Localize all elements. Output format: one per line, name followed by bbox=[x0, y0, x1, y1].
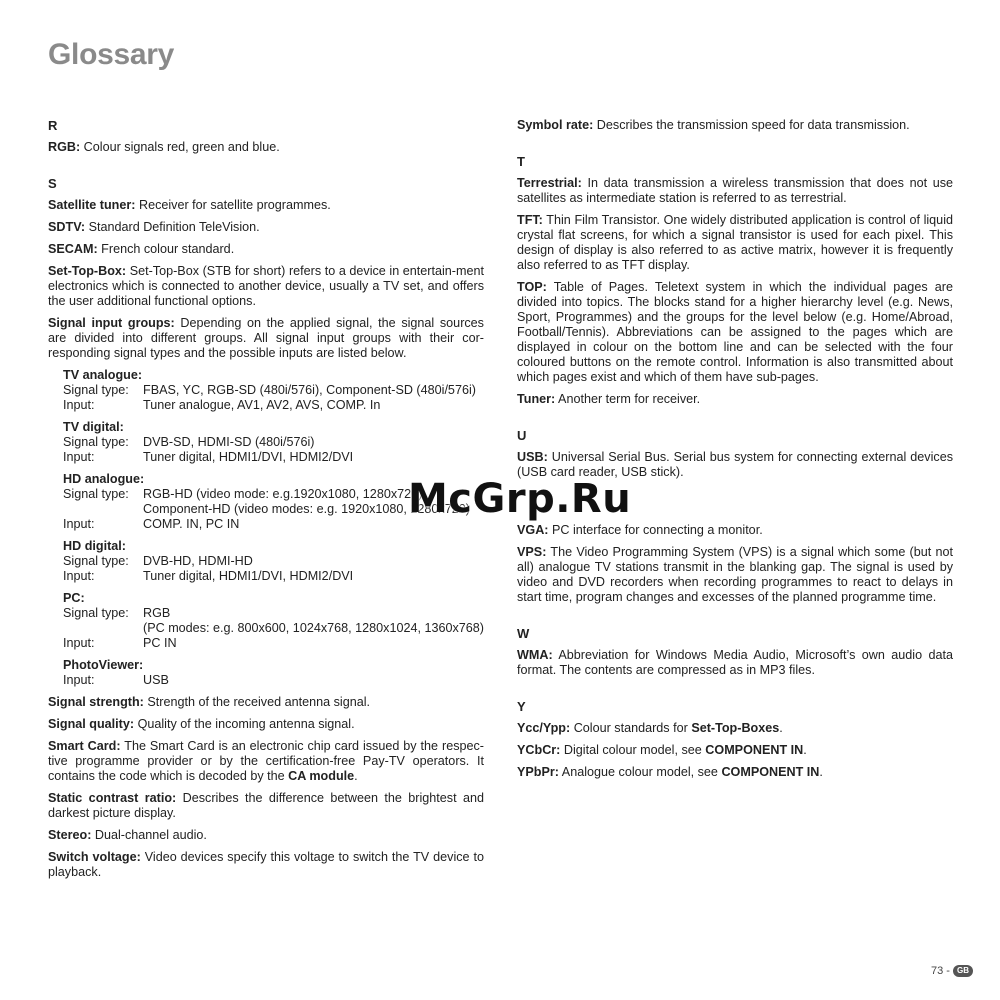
cross-reference: Set-Top-Boxes bbox=[691, 721, 780, 735]
entry-satellite-tuner bbox=[48, 198, 484, 213]
cross-reference: CA module bbox=[288, 769, 355, 783]
group-title: TV analogue: bbox=[63, 368, 143, 382]
entry-rgb bbox=[48, 140, 484, 155]
definition: Another term for receiver. bbox=[555, 392, 701, 406]
watermark: McGrp.Ru bbox=[408, 476, 632, 522]
signal-type-label: Signal type: bbox=[63, 383, 129, 397]
term: Smart Card: bbox=[48, 739, 121, 753]
signal-type-label: Signal type: bbox=[63, 487, 129, 501]
definition: Standard Definition TeleVision. bbox=[85, 220, 260, 234]
definition: Table of Pages. Teletext system in which the individual pages are divided into topics. The blocks stand for a higher hierarchy level (e.g. News, Sport, Programmes) and the groups for the level below (e.g. Home/Abroad, Football/Tennis). Abbreviations can be assigned to the pages which are displayed in colour on the bottom line and can be selected with the four coloured buttons on the remote control. Information is also transmitted about which pages exist and which of them have sub-pages. bbox=[517, 280, 953, 384]
definition: Thin Film Transistor. One widely distributed application is control of liquid crystal flat screens, for which a signal transistor is used for each pixel. This design of display is also referred to as active matrix, however it is frequently also referred to as TFT display. bbox=[517, 213, 953, 272]
group-title: HD analogue: bbox=[63, 472, 145, 486]
definition: French colour standard. bbox=[97, 242, 235, 256]
group-title: PC: bbox=[63, 591, 85, 605]
group-title: HD digital: bbox=[63, 539, 126, 553]
term: WMA: bbox=[517, 648, 553, 662]
entry-switch-voltage bbox=[48, 850, 484, 880]
definition: Colour standards for bbox=[570, 721, 692, 735]
entry-ycc-ypp bbox=[517, 721, 953, 736]
definition: PC interface for connecting a monitor. bbox=[548, 523, 763, 537]
entry-vga bbox=[517, 523, 953, 538]
entry-sdtv bbox=[48, 220, 484, 235]
section-letter-s: S bbox=[48, 176, 57, 191]
language-badge: GB bbox=[953, 965, 973, 977]
entry-signal-strength bbox=[48, 695, 484, 710]
definition: Depending on the applied signal, the signal sources are divided into different groups. All signal input groups with their cor-responding signal types and the possible inputs are listed below. bbox=[48, 316, 484, 360]
group-title: TV digital: bbox=[63, 420, 124, 434]
page-title: Glossary bbox=[48, 38, 175, 71]
entry-signal-input-groups bbox=[48, 316, 484, 361]
definition: In data transmission a wireless transmission that does not use satellites as intermediate station is referred to as terrestrial. bbox=[517, 176, 953, 205]
entry-tft bbox=[517, 213, 953, 273]
punctuation: . bbox=[803, 743, 807, 757]
definition: Analogue colour model, see bbox=[559, 765, 722, 779]
group-hd-digital bbox=[63, 539, 484, 584]
definition: The Video Programming System (VPS) is a signal which some (but not all) analogue TV stations transmit in the blanking gap. The signal is used by video and DVD recorders when recording programmes to react to delays in start time, program changes and excesses of the planned programme time. bbox=[517, 545, 953, 604]
section-letter-y: Y bbox=[517, 699, 526, 714]
input-label: Input: bbox=[63, 398, 95, 412]
input-value: Tuner analogue, AV1, AV2, AVS, COMP. In bbox=[143, 398, 381, 412]
entry-symbol-rate bbox=[517, 118, 953, 133]
page-footer bbox=[931, 965, 973, 977]
term: Terrestrial: bbox=[517, 176, 582, 190]
definition: Receiver for satellite programmes. bbox=[135, 198, 331, 212]
signal-type-value: FBAS, YC, RGB-SD (480i/576i), Component-SD (480i/576i) bbox=[143, 383, 476, 397]
definition: Set-Top-Box (STB for short) refers to a device in entertain-ment electronics which is connected to another device, usually a TV set, and offers the user additional functional options. bbox=[48, 264, 484, 308]
signal-type-value-2: (PC modes: e.g. 800x600, 1024x768, 1280x1024, 1360x768) bbox=[143, 621, 484, 635]
entry-vps bbox=[517, 545, 953, 605]
term: SDTV: bbox=[48, 220, 86, 234]
term: RGB: bbox=[48, 140, 81, 154]
signal-type-value: RGB-HD (video mode: e.g.1920x1080, 1280x720), bbox=[143, 487, 426, 501]
term: YPbPr: bbox=[517, 765, 559, 779]
entry-terrestrial bbox=[517, 176, 953, 206]
signal-type-label: Signal type: bbox=[63, 606, 129, 620]
entry-wma bbox=[517, 648, 953, 678]
group-photoviewer bbox=[63, 658, 484, 688]
term: Stereo: bbox=[48, 828, 92, 842]
input-label: Input: bbox=[63, 450, 95, 464]
section-letter-t: T bbox=[517, 154, 525, 169]
term: USB: bbox=[517, 450, 548, 464]
section-letter-r: R bbox=[48, 118, 58, 133]
signal-type-value: RGB bbox=[143, 606, 171, 620]
punctuation: . bbox=[779, 721, 783, 735]
term: Tuner: bbox=[517, 392, 556, 406]
input-label: Input: bbox=[63, 636, 95, 650]
group-pc bbox=[63, 591, 484, 651]
term: VPS: bbox=[517, 545, 547, 559]
term: Switch voltage: bbox=[48, 850, 141, 864]
entry-ypbpr bbox=[517, 765, 953, 780]
term: Ycc/Ypp: bbox=[517, 721, 571, 735]
term: Signal quality: bbox=[48, 717, 135, 731]
definition: Strength of the received antenna signal. bbox=[143, 695, 370, 709]
group-title: PhotoViewer: bbox=[63, 658, 144, 672]
signal-type-label: Signal type: bbox=[63, 554, 129, 568]
signal-type-value-2: Component-HD (video modes: e.g. 1920x1080, 1280x720) bbox=[143, 502, 470, 516]
entry-tuner bbox=[517, 392, 953, 407]
term: SECAM: bbox=[48, 242, 98, 256]
signal-type-label: Signal type: bbox=[63, 435, 129, 449]
term: Signal strength: bbox=[48, 695, 144, 709]
punctuation: . bbox=[819, 765, 823, 779]
section-letter-w: W bbox=[517, 626, 530, 641]
term: Satellite tuner: bbox=[48, 198, 136, 212]
definition: Dual-channel audio. bbox=[91, 828, 207, 842]
entry-stereo bbox=[48, 828, 484, 843]
definition: Digital colour model, see bbox=[560, 743, 706, 757]
group-tv-digital bbox=[63, 420, 484, 465]
input-value: COMP. IN, PC IN bbox=[143, 517, 240, 531]
entry-static-contrast-ratio bbox=[48, 791, 484, 821]
punctuation: . bbox=[354, 769, 358, 783]
input-value: Tuner digital, HDMI1/DVI, HDMI2/DVI bbox=[143, 569, 354, 583]
input-value: PC IN bbox=[143, 636, 177, 650]
cross-reference: COMPONENT IN bbox=[721, 765, 820, 779]
input-value: Tuner digital, HDMI1/DVI, HDMI2/DVI bbox=[143, 450, 354, 464]
signal-type-value: DVB-HD, HDMI-HD bbox=[143, 554, 253, 568]
term: YCbCr: bbox=[517, 743, 561, 757]
input-label: Input: bbox=[63, 673, 95, 687]
term: Set-Top-Box: bbox=[48, 264, 127, 278]
entry-set-top-box bbox=[48, 264, 484, 309]
signal-type-value: DVB-SD, HDMI-SD (480i/576i) bbox=[143, 435, 315, 449]
entry-signal-quality bbox=[48, 717, 484, 732]
right-column bbox=[517, 118, 953, 787]
input-label: Input: bbox=[63, 569, 95, 583]
definition: Describes the transmission speed for data transmission. bbox=[593, 118, 910, 132]
definition: Universal Serial Bus. Serial bus system for connecting external devices (USB card reader, USB stick). bbox=[517, 450, 953, 479]
term: Static contrast ratio: bbox=[48, 791, 177, 805]
definition: Describes the difference between the brightest and darkest picture display. bbox=[48, 791, 484, 820]
group-tv-analogue bbox=[63, 368, 484, 413]
input-value: USB bbox=[143, 673, 169, 687]
definition: Video devices specify this voltage to switch the TV device to playback. bbox=[48, 850, 484, 879]
input-label: Input: bbox=[63, 517, 95, 531]
section-letter-u: U bbox=[517, 428, 527, 443]
definition: Colour signals red, green and blue. bbox=[80, 140, 280, 154]
entry-smart-card bbox=[48, 739, 484, 784]
entry-top bbox=[517, 280, 953, 385]
term: Signal input groups: bbox=[48, 316, 175, 330]
entry-secam bbox=[48, 242, 484, 257]
page-number: 73 - bbox=[931, 965, 950, 977]
definition: Quality of the incoming antenna signal. bbox=[134, 717, 355, 731]
term: TFT: bbox=[517, 213, 543, 227]
term: VGA: bbox=[517, 523, 549, 537]
definition: Abbreviation for Windows Media Audio, Microsoft’s own audio data format. The contents are compressed as in MP3 files. bbox=[517, 648, 953, 677]
entry-ycbcr bbox=[517, 743, 953, 758]
term: TOP: bbox=[517, 280, 547, 294]
definition: The Smart Card is an electronic chip card issued by the respec-tive programme provider or by the certification-free Pay-TV operators. It contains the code which is decoded by the bbox=[48, 739, 484, 783]
term: Symbol rate: bbox=[517, 118, 594, 132]
cross-reference: COMPONENT IN bbox=[705, 743, 804, 757]
